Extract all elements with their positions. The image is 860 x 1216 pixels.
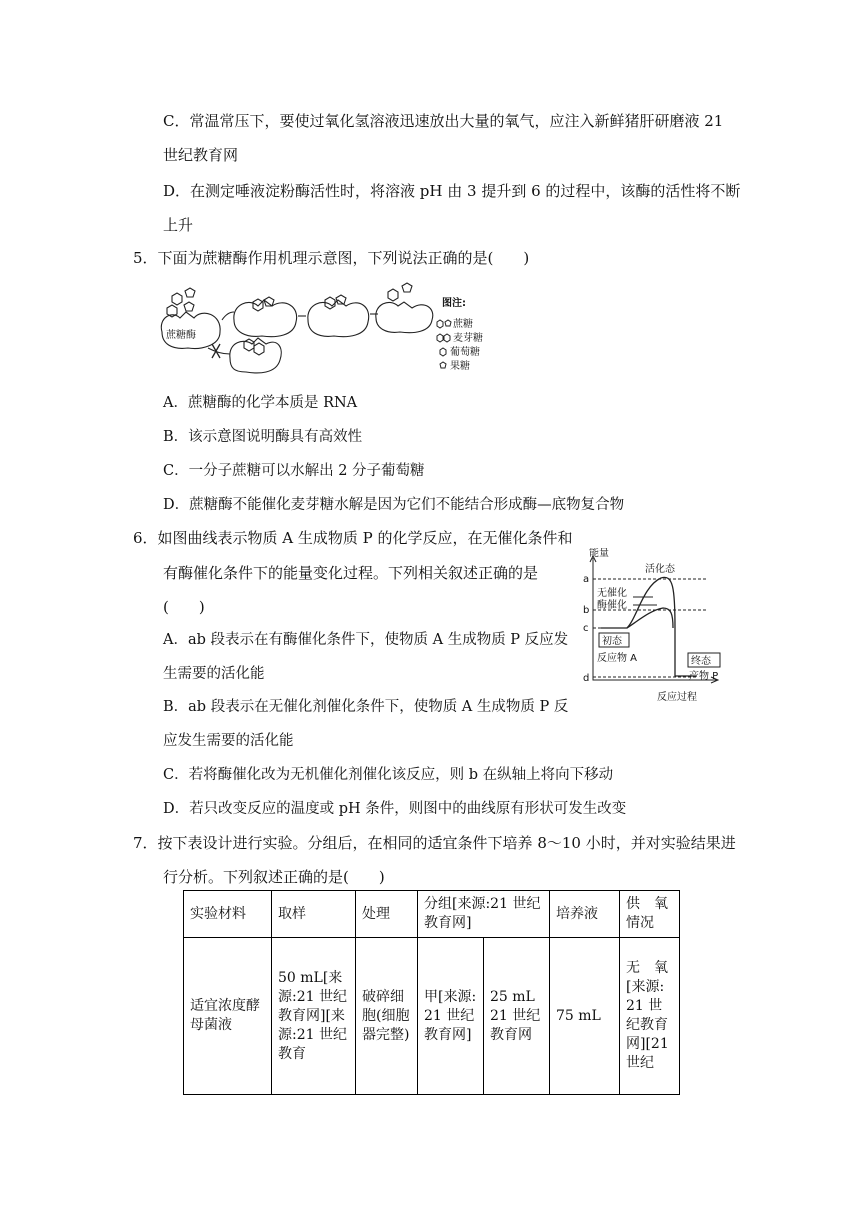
table-row bbox=[184, 938, 680, 1095]
q6-option-b-line2: 应发生需要的活化能 bbox=[163, 733, 294, 749]
tick-a: a bbox=[583, 574, 590, 585]
q5-option-a: A．蔗糖酶的化学本质是 RNA bbox=[163, 395, 358, 411]
enzyme-catalyst-label: 酶催化 bbox=[597, 600, 627, 611]
header-medium: 培养液 bbox=[550, 891, 620, 938]
q6-option-d: D．若只改变反应的温度或 pH 条件，则图中的曲线原有形状可发生改变 bbox=[163, 801, 627, 817]
legend-fructose: 果糖 bbox=[450, 361, 470, 372]
tick-b: b bbox=[583, 605, 590, 616]
q6-option-a-line1: A．ab 段表示在有酶催化条件下，使物质 A 生成物质 P 反应发 bbox=[163, 632, 569, 648]
cell-material: 适宜浓度酵母菌液 bbox=[190, 998, 260, 1033]
no-catalyst-label: 无催化 bbox=[597, 588, 627, 599]
fructose-pentagon bbox=[445, 320, 451, 326]
q6-option-c: C．若将酶催化改为无机催化剂催化该反应，则 b 在纵轴上将向下移动 bbox=[163, 767, 614, 783]
header-material: 实验材料 bbox=[184, 891, 272, 938]
q6-stem-line2: 有酶催化条件下的能量变化过程。下列相关叙述正确的是 bbox=[163, 564, 539, 582]
y-axis-label: 能量 bbox=[589, 548, 609, 559]
legend-sucrose: 蔗糖 bbox=[453, 319, 473, 330]
product-label: 产物 P bbox=[689, 671, 719, 682]
q7-stem-line2: 行分析。下列叙述正确的是( ) bbox=[163, 868, 385, 886]
x-axis-label: 反应过程 bbox=[657, 692, 697, 703]
legend-maltose: 麦芽糖 bbox=[453, 333, 483, 344]
fructose-pentagon bbox=[440, 362, 446, 368]
blocked-arrow bbox=[208, 348, 230, 354]
q7-stem-line1: 7．按下表设计进行实验。分组后，在相同的适宜条件下培养 8～10 小时，并对实验结果进 bbox=[133, 834, 736, 852]
glucose-hexagon bbox=[388, 289, 398, 301]
cell-group: 甲[来源:21 世纪教育网] bbox=[424, 988, 477, 1043]
enzyme-label: 蔗糖酶 bbox=[166, 330, 196, 341]
cell-sample: 50 mL[来源:21 世纪教育网][来源:21 世纪教育 bbox=[278, 969, 347, 1062]
q4-option-c-line1: C．常温常压下，要使过氧化氢溶液迅速放出大量的氧气，应注入新鲜猪肝研磨液 21 bbox=[163, 112, 724, 130]
enzyme-shape bbox=[230, 338, 281, 373]
reactant-label: 反应物 A bbox=[597, 653, 638, 664]
q4-option-d-line1: D．在测定唾液淀粉酶活性时，将溶液 pH 由 3 提升到 6 的过程中，该酶的活性将不断 bbox=[163, 182, 741, 200]
q6-option-a-line2: 生需要的活化能 bbox=[163, 666, 265, 682]
glucose-hexagon bbox=[254, 343, 264, 355]
enzyme-shape bbox=[376, 302, 433, 333]
initial-state-label: 初态 bbox=[602, 636, 622, 647]
glucose-hexagon bbox=[172, 293, 182, 305]
activated-state-label: 活化态 bbox=[645, 564, 675, 575]
enzyme-substrate-complex bbox=[234, 300, 297, 337]
table-header-row bbox=[184, 891, 680, 938]
tick-d: d bbox=[583, 673, 590, 684]
q4-option-c-line2: 世纪教育网 bbox=[163, 146, 239, 164]
q5-option-c: C．一分子蔗糖可以水解出 2 分子葡萄糖 bbox=[163, 463, 425, 479]
glucose-hexagon bbox=[253, 299, 263, 311]
q6-stem-line3: ( ) bbox=[163, 598, 205, 616]
header-sample: 取样 bbox=[272, 891, 356, 938]
cell-treatment: 破碎细胞(细胞器完整) bbox=[362, 988, 410, 1043]
cross-mark-icon bbox=[212, 344, 220, 358]
enzyme-shape bbox=[308, 300, 369, 337]
arrow bbox=[222, 312, 234, 320]
legend-title: 图注: bbox=[442, 298, 466, 309]
tick-c: c bbox=[583, 623, 589, 634]
glucose-hexagon bbox=[244, 339, 254, 351]
header-oxygen: 供 氧情况 bbox=[620, 891, 680, 938]
q5-stem: 5．下面为蔗糖酶作用机理示意图，下列说法正确的是( ) bbox=[133, 249, 530, 267]
glucose-hexagon bbox=[440, 348, 446, 356]
cell-medium: 75 mL bbox=[556, 1007, 601, 1024]
q6-stem-line1: 6．如图曲线表示物质 A 生成物质 P 的化学反应，在无催化条件和 bbox=[133, 529, 573, 547]
q6-option-b-line1: B．ab 段表示在无催化剂催化条件下，使物质 A 生成物质 P 反 bbox=[163, 699, 569, 715]
cell-oxygen: 无 氧[来源:21 世纪教育网][21 世纪 bbox=[626, 960, 669, 1071]
q4-option-d-line2: 上升 bbox=[163, 216, 194, 234]
q5-option-d: D．蔗糖酶不能催化麦芽糖水解是因为它们不能结合形成酶—底物复合物 bbox=[163, 497, 625, 513]
fructose-pentagon bbox=[185, 288, 195, 297]
glucose-hexagon bbox=[437, 320, 443, 328]
q5-option-b: B．该示意图说明酶具有高效性 bbox=[163, 429, 363, 445]
sucrase-mechanism-diagram bbox=[150, 280, 510, 380]
cell-group-volume: 25 mL21 世纪教育网 bbox=[490, 988, 541, 1043]
header-treatment: 处理 bbox=[356, 891, 418, 938]
header-group: 分组[来源:21 世纪教育网] bbox=[418, 891, 550, 938]
fructose-pentagon bbox=[184, 302, 194, 311]
glucose-hexagon bbox=[444, 334, 450, 342]
energy-diagram bbox=[577, 548, 727, 708]
legend bbox=[437, 296, 483, 372]
experiment-table bbox=[183, 890, 680, 1095]
fructose-pentagon bbox=[402, 283, 412, 292]
legend-glucose: 葡萄糖 bbox=[450, 347, 480, 358]
final-state-label: 终态 bbox=[691, 656, 711, 667]
glucose-hexagon bbox=[437, 334, 443, 342]
